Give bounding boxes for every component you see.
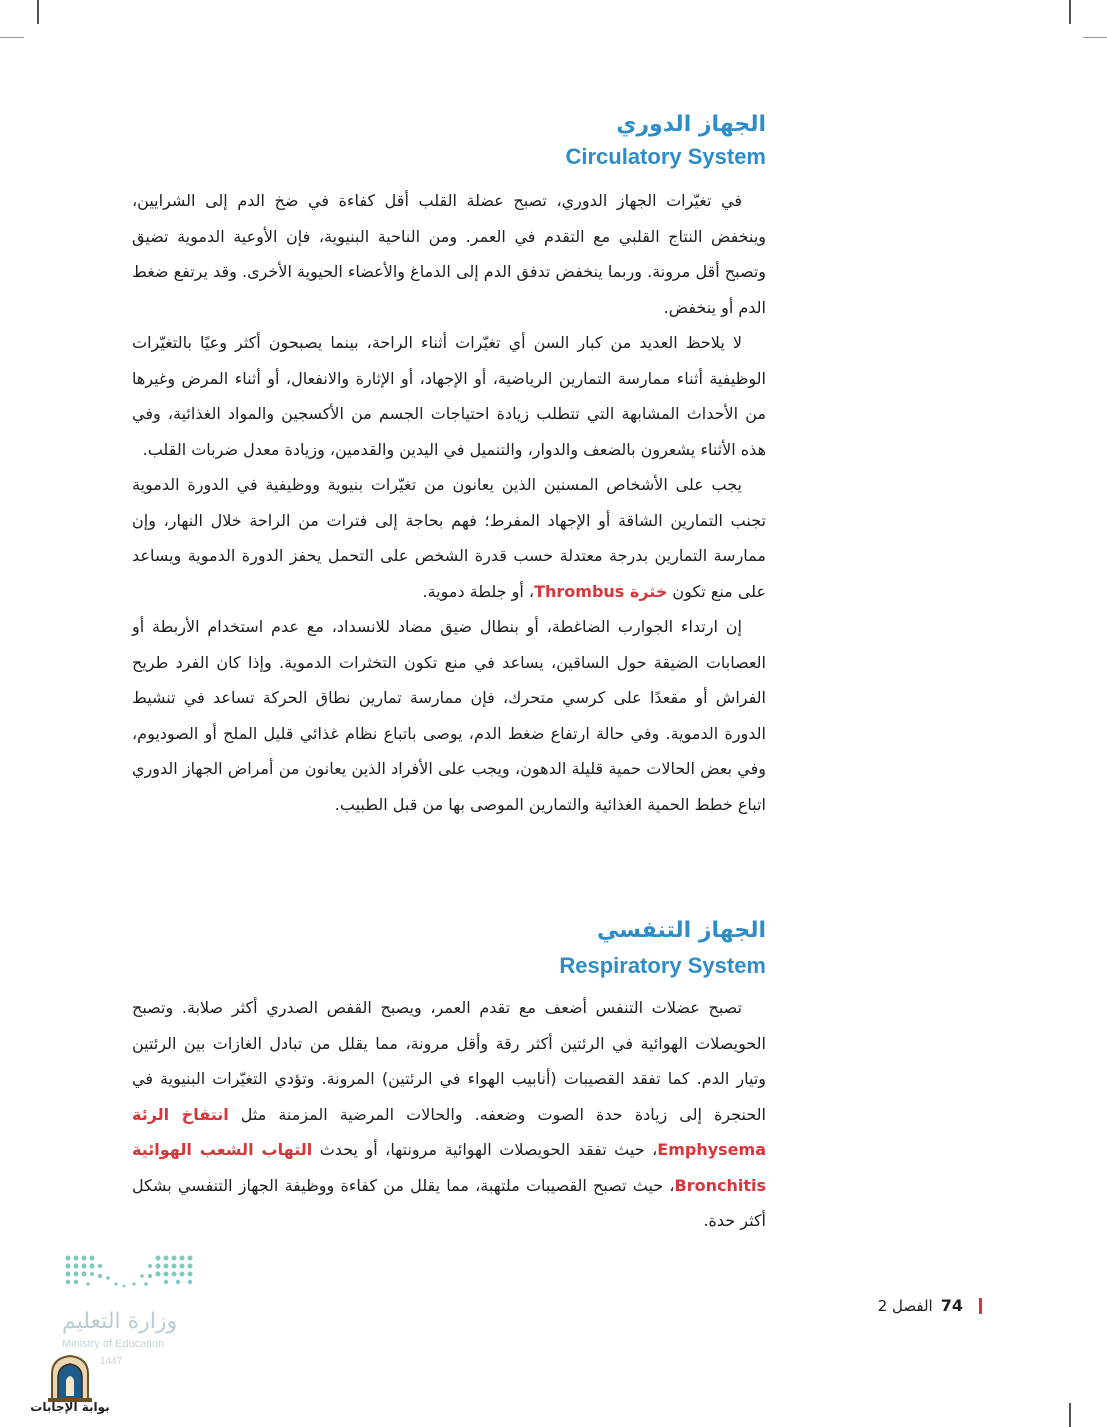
paragraph-text: في تغيّرات الجهاز الدوري، تصبح عضلة القلب أقل كفاءة في ضخ الدم إلى الشرايين، وينخفض النتاج القلبي مع التقدم في العمر. ومن الناحية البنيوية، فإن الأوعية الدموية تضيق وتصبح أقل مرونة. وربما ينخفض تدفق الدم إلى الدماغ والأعضاء الحيوية الأخرى. وقد يرتفع ضغط الدم أو ينخفض.	[132, 191, 766, 317]
chapter-label: الفصل 2	[877, 1296, 933, 1315]
section-body	[132, 990, 766, 1239]
paragraph-text: ، أو جلطة دموية.	[422, 581, 535, 601]
ministry-name-en: Ministry of Education	[62, 1338, 165, 1350]
crop-mark	[0, 37, 24, 38]
ministry-year: 1447	[100, 1356, 123, 1367]
highlighted-term: انتفاخ الرئة Emphysema	[132, 1104, 766, 1159]
paragraph-text: لا يلاحظ العديد من كبار السن أي تغيّرات أثناء الراحة، بينما يصبحون أكثر وعيًا بالتغيّرات الوظيفية أثناء ممارسة التمارين الرياضية، أو الإجهاد، أو الإثارة والانفعال، أو أثناء المرض وغيرها من الأحداث المشابهة التي تتطلب زيادة احتياجات الجسم من الأكسجين والمواد الغذائية، وفي هذه الأثناء يشعرون بالضعف والدوار، والتنميل في اليدين والقدمين، وزيادة معدل ضربات القلب.	[132, 333, 766, 459]
page-number: 74	[940, 1296, 963, 1315]
paragraph-text: ، حيث تصبح القصيبات ملتهبة، مما يقلل من كفاءة ووظيفة الجهاز التنفسي بشكل أكثر حدة.	[132, 1175, 766, 1230]
paragraph	[132, 467, 766, 609]
crop-mark	[1069, 0, 1071, 24]
paragraph-text: يجب على الأشخاص المسنين الذين يعانون من تغيّرات بنيوية ووظيفية في الدورة الدموية تجنب التمارين الشاقة أو الإجهاد المفرط؛ فهم بحاجة إلى فترات من الراحة خلال النهار، وإن ممارسة التمارين بدرجة معتدلة حسب قدرة الشخص على التحمل يحفز الدورة الدموية ويساعد على منع تكون	[132, 475, 766, 601]
page-footer	[878, 1296, 982, 1315]
portal-label: بوابة الإجابات	[30, 1400, 110, 1414]
paragraph-text: ، حيث تفقد الحويصلات الهوائية مرونتها، أو يحدث	[312, 1140, 658, 1159]
section-heading-en: Respiratory System	[559, 953, 766, 978]
ministry-name-ar: وزارة التعليم	[62, 1309, 178, 1334]
section-heading-ar: الجهاز الدوري	[616, 112, 766, 137]
paragraph	[132, 325, 766, 467]
highlighted-term: التهاب الشعب الهوائية Bronchitis	[132, 1140, 766, 1195]
section-heading-en: Circulatory System	[565, 144, 766, 169]
page-divider	[979, 1298, 982, 1314]
highlighted-term: خثرة Thrombus	[534, 581, 668, 601]
crop-mark	[1069, 1403, 1071, 1427]
paragraph-text: تصبح عضلات التنفس أضعف مع تقدم العمر، ويصبح القفص الصدري أكثر صلابة. وتصبح الحويصلات الهوائية في الرئتين أكثر رقة وأقل مرونة، مما يقلل من تبادل الغازات بين الرئتين وتيار الدم. كما تفقد القصيبات (أنابيب الهواء في الرئتين) المرونة. وتؤدي التغيّرات البنيوية في الحنجرة إلى زيادة حدة الصوت وضعفه. والحالات المرضية المزمنة مثل	[132, 998, 766, 1124]
section-heading-ar: الجهاز التنفسي	[596, 918, 766, 943]
paragraph-text: إن ارتداء الجوارب الضاغطة، أو بنطال ضيق مضاد للانسداد، مع عدم استخدام الأربطة أو العصابات الضيقة حول الساقين، يساعد في منع تكون التخثرات الدموية. وإذا كان الفرد طريح الفراش أو مقعدًا على كرسي متحرك، فإن ممارسة تمارين نطاق الحركة تساعد في تنشيط الدورة الدموية. وفي حالة ارتفاع ضغط الدم، يوصى باتباع نظام غذائي قليل الملح أو الصوديوم، وفي بعض الحالات حمية قليلة الدهون، ويجب على الأفراد الذين يعانون من أمراض الجهاز الدوري اتباع خطط الحمية الغذائية والتمارين الموصى بها من قبل الطبيب.	[132, 617, 766, 814]
section-body	[132, 183, 766, 822]
paragraph	[132, 609, 766, 822]
crop-mark	[1083, 37, 1107, 38]
crop-mark	[37, 0, 39, 24]
paragraph	[132, 990, 766, 1239]
paragraph	[132, 183, 766, 325]
